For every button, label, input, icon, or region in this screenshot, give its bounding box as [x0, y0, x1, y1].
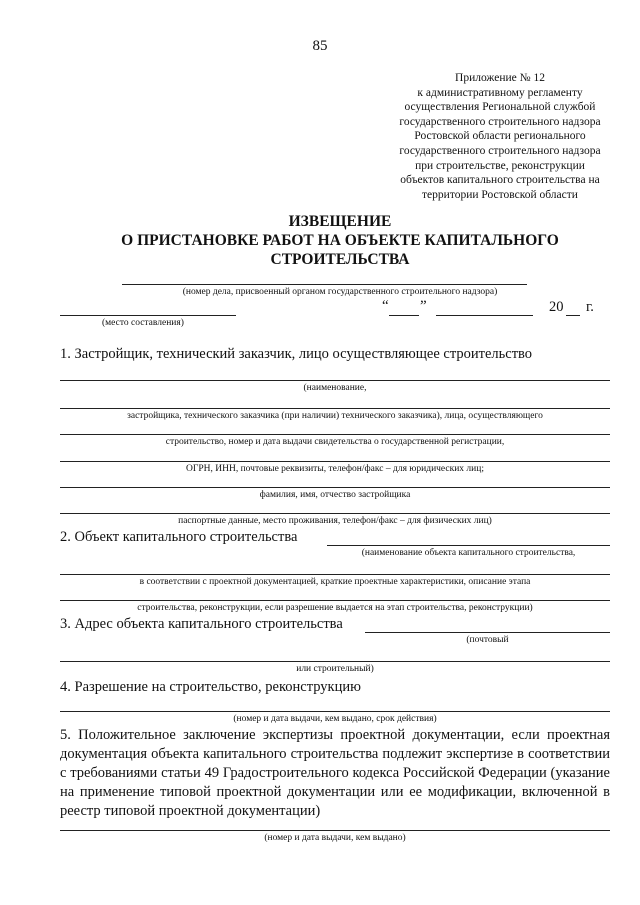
appendix-line: осуществления Региональной службой: [404, 101, 596, 114]
section-1-caption: (наименование,: [303, 383, 367, 393]
section-1-caption: застройщика, технического заказчика (при наличии) технического заказчика), лица, осуществляющего: [127, 411, 543, 421]
section-1-caption: строительство, номер и дата выдачи свидетельства о государственной регистрации,: [165, 437, 505, 447]
section-3-caption: (почтовый: [466, 635, 509, 645]
section-1-field[interactable]: [60, 434, 610, 435]
date-month-field[interactable]: [436, 315, 533, 316]
document-subtitle-cont: СТРОИТЕЛЬСТВА: [270, 251, 410, 268]
section-1-caption: паспортные данные, место проживания, телефон/факс – для физических лиц): [178, 516, 492, 526]
appendix-block: [385, 71, 615, 202]
section-2-caption: строительства, реконструкции, если разрешение выдается на этап строительства, реконструкции): [137, 603, 533, 613]
section-4-field[interactable]: [60, 711, 610, 712]
section-3-field[interactable]: [365, 632, 610, 633]
case-number-caption: (номер дела, присвоенный органом государственного строительного надзора): [182, 287, 498, 297]
section-1-caption: фамилия, имя, отчество застройщика: [259, 490, 411, 500]
section-1-caption: ОГРН, ИНН, почтовые реквизиты, телефон/факс – для юридических лиц;: [186, 464, 484, 474]
section-4-caption: (номер и дата выдачи, кем выдано, срок действия): [233, 714, 437, 724]
document-subtitle: О ПРИСТАНОВКЕ РАБОТ НА ОБЪЕКТЕ КАПИТАЛЬНОГО: [121, 232, 559, 249]
section-5-text: 5. Положительное заключение экспертизы проектной документации, если проектная документация объекта капитального строительства подлежит экспертизе в соответствии с требованиями статьи 49 Градостроительного кодекса Российской Федерации (указание на применение типовой проектной документации или ее модификации, включенной в реестр типовой проектной документации): [60, 727, 610, 819]
document-title: ИЗВЕЩЕНИЕ: [288, 213, 392, 230]
section-1-field[interactable]: [60, 513, 610, 514]
page-number: 85: [312, 38, 328, 54]
section-3-field[interactable]: [60, 661, 610, 662]
case-number-field[interactable]: [122, 284, 527, 285]
section-1-field[interactable]: [60, 487, 610, 488]
section-1-field[interactable]: [60, 461, 610, 462]
appendix-line: государственного строительного надзора: [399, 144, 601, 157]
year-prefix: 20: [549, 299, 564, 315]
appendix-line: к административному регламенту: [417, 86, 583, 99]
year-suffix: г.: [586, 299, 594, 315]
place-caption: (место составления): [102, 318, 184, 328]
section-1-label: 1. Застройщик, технический заказчик, лицо осуществляющее строительство: [60, 346, 533, 362]
section-1-field[interactable]: [60, 408, 610, 409]
date-day-field[interactable]: [389, 315, 419, 316]
section-2-caption: в соответствии с проектной документацией, краткие проектные характеристики, описание этапа: [139, 577, 531, 587]
section-2-field[interactable]: [60, 574, 610, 575]
section-1-field[interactable]: [60, 380, 610, 381]
section-2-label: 2. Объект капитального строительства: [60, 529, 298, 545]
appendix-line: при строительстве, реконструкции: [415, 159, 585, 172]
year-field[interactable]: [566, 315, 580, 316]
section-4-label: 4. Разрешение на строительство, реконструкцию: [60, 679, 361, 695]
appendix-line: Приложение № 12: [455, 72, 545, 84]
date-open-quote: “: [382, 298, 389, 314]
section-2-caption: (наименование объекта капитального строительства,: [361, 548, 576, 558]
appendix-line: государственного строительного надзора: [399, 115, 601, 128]
appendix-line: Ростовской области регионального: [414, 130, 586, 143]
section-5-field[interactable]: [60, 830, 610, 831]
section-3-label: 3. Адрес объекта капитального строительства: [60, 616, 343, 632]
appendix-line: объектов капитального строительства на: [400, 174, 600, 187]
section-2-field[interactable]: [327, 545, 610, 546]
place-field[interactable]: [60, 315, 236, 316]
appendix-line: территории Ростовской области: [422, 188, 578, 201]
section-2-field[interactable]: [60, 600, 610, 601]
date-close-quote: ”: [420, 298, 427, 314]
section-5-caption: (номер и дата выдачи, кем выдано): [264, 833, 406, 843]
section-3-caption: или строительный): [296, 664, 374, 674]
